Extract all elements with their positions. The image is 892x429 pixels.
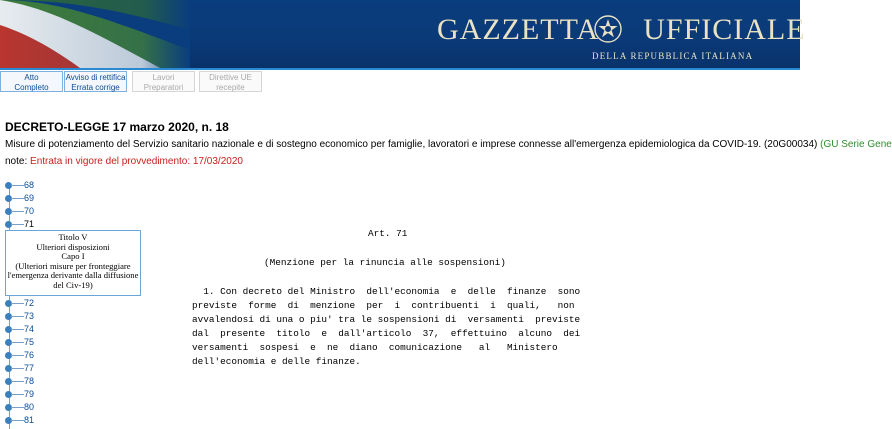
tree-node-68 [5, 180, 15, 190]
gu-series-link[interactable]: (GU Serie Gene [820, 139, 892, 150]
tree-node-76 [5, 350, 15, 360]
tree-node-77 [5, 363, 15, 373]
italian-republic-emblem-icon [593, 14, 623, 44]
tree-item-79[interactable]: 79 [24, 389, 35, 399]
header-divider [0, 68, 800, 70]
tree-item-72[interactable]: 72 [24, 298, 35, 308]
tree-node-78 [5, 376, 15, 386]
tree-item-77[interactable]: 77 [24, 363, 35, 373]
tree-node-71 [5, 219, 15, 229]
tree-item-80[interactable]: 80 [24, 402, 35, 412]
tree-node-73 [5, 311, 15, 321]
lavori-preparatori-button: Lavori Preparatori [132, 71, 195, 92]
decree-note: note: Entrata in vigore del provvedimento: 17/03/2020 [5, 156, 243, 167]
chapter-info-box: Titolo V Ulteriori disposizioni Capo I (Ulteriori misure per fronteggiare l'emergenza derivante dalla diffusione del Civ-19) [5, 230, 141, 296]
italian-flag-wave-image [0, 0, 190, 68]
tree-item-75[interactable]: 75 [24, 337, 35, 347]
tree-item-78[interactable]: 78 [24, 376, 35, 386]
tree-item-73[interactable]: 73 [24, 311, 35, 321]
site-title-part2: UFFICIALE [643, 13, 806, 46]
tree-item-68[interactable]: 68 [24, 180, 35, 190]
tree-item-70[interactable]: 70 [24, 206, 35, 216]
tree-node-70 [5, 206, 15, 216]
tree-node-75 [5, 337, 15, 347]
article-rubric: (Menzione per la rinuncia alle sospensioni) [264, 257, 506, 268]
tree-node-72 [5, 298, 15, 308]
tree-node-81 [5, 415, 15, 425]
article-line: dal presente titolo e dall'articolo 37, effettuino alcuno dei [192, 328, 581, 339]
decree-description: Misure di potenziamento del Servizio sanitario nazionale e di sostegno economico per famiglie, lavoratori e imprese connesse all'emergenza epidemiologica da COVID-19. (20G00034) (GU Serie Gene [5, 139, 892, 150]
article-line: previste forme di menzione per i contribuenti i quali, non [192, 300, 575, 311]
article-number: Art. 71 [368, 228, 408, 239]
errata-corrige-button[interactable]: Avviso di rettifica Errata corrige [65, 73, 126, 92]
tree-item-76[interactable]: 76 [24, 350, 35, 360]
decree-title: DECRETO-LEGGE 17 marzo 2020, n. 18 [5, 120, 229, 134]
tree-item-74[interactable]: 74 [24, 324, 35, 334]
site-subtitle: DELLA REPUBBLICA ITALIANA [592, 51, 754, 61]
tree-item-71-current[interactable]: 71 [24, 219, 35, 229]
tree-item-81[interactable]: 81 [24, 415, 35, 425]
tree-node-69 [5, 193, 15, 203]
direttive-ue-button: Direttive UE recepite [199, 71, 262, 92]
article-line: 1. Con decreto del Ministro dell'economia e delle finanze sono [192, 286, 581, 297]
atto-completo-button[interactable]: Atto Completo [0, 71, 63, 92]
tree-item-69[interactable]: 69 [24, 193, 35, 203]
article-line: dell'economia e delle finanze. [192, 356, 361, 367]
site-title-part1: GAZZETTA [437, 13, 600, 46]
site-header [0, 0, 806, 68]
entry-into-force: Entrata in vigore del provvedimento: 17/03/2020 [30, 156, 243, 167]
article-line: versamenti sospesi e ne diano comunicazione al Ministero [192, 342, 558, 353]
article-line: avvalendosi di una o piu' tra le sospensioni di versamenti previste [192, 314, 581, 325]
tree-node-74 [5, 324, 15, 334]
tree-node-79 [5, 389, 15, 399]
tree-node-80 [5, 402, 15, 412]
